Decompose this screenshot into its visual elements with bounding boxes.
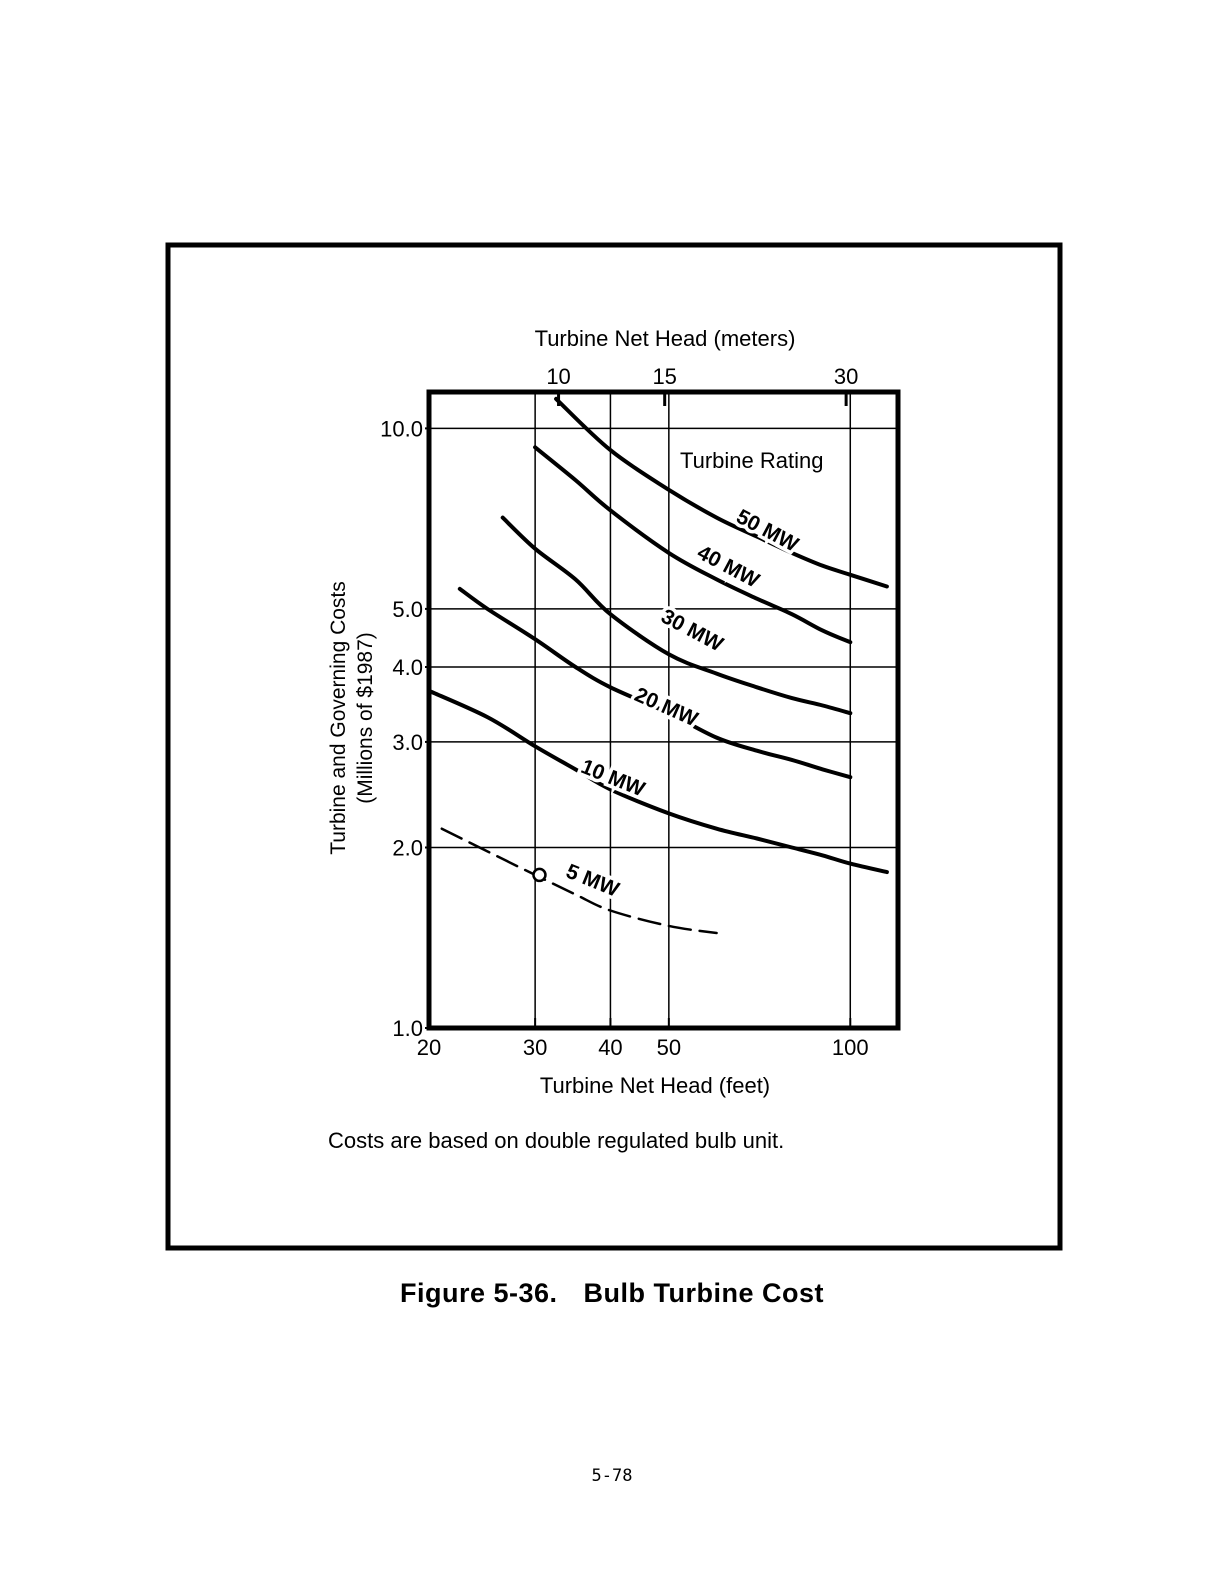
series-label-10-mw: 10 MW: [577, 755, 649, 802]
chart-note: Costs are based on double regulated bulb unit.: [328, 1128, 785, 1153]
y-tick-label: 5.0: [392, 596, 423, 622]
series-layer: [429, 399, 887, 933]
y-tick-label: 3.0: [392, 729, 423, 755]
x-tick-label: 50: [656, 1035, 682, 1060]
series-line-20-mw: [460, 589, 851, 777]
series-label-50-mw: 50 MW: [732, 505, 803, 557]
series-label-40-mw: 40 MW: [693, 540, 763, 593]
x-axis-title: Turbine Net Head (feet): [539, 1073, 771, 1098]
series-label-30-mw: 30 MW: [657, 604, 727, 657]
x-tick-label: 20: [416, 1035, 442, 1060]
data-point-marker: [533, 869, 545, 881]
y-tick-label: 2.0: [392, 835, 423, 861]
y-axis-ticks: [380, 416, 429, 1041]
x-tick-label: 100: [831, 1035, 869, 1060]
series-label-20-mw: 20 MW: [631, 683, 702, 732]
page-number: 5-78: [591, 1466, 633, 1486]
y-tick-label: 10.0: [380, 416, 423, 442]
figure-title: Bulb Turbine Cost: [583, 1278, 825, 1308]
horizontal-gridlines: [429, 428, 898, 847]
x2-tick-label: 30: [833, 364, 859, 389]
x-axis-ticks: [417, 1018, 869, 1060]
x-tick-label: 30: [522, 1035, 548, 1060]
figure-number: Figure 5-36.: [399, 1278, 558, 1308]
y-tick-label: 1.0: [392, 1016, 423, 1041]
legend-title: Turbine Rating: [680, 448, 824, 473]
y-axis-title-line2: (Millions of $1987): [354, 632, 377, 804]
series-label-5-mw: 5 MW: [562, 859, 623, 902]
y-tick-label: 4.0: [392, 655, 423, 681]
series-line-10-mw: [429, 691, 887, 872]
x2-axis-ticks: [546, 364, 858, 406]
x2-tick-label: 15: [652, 364, 677, 389]
x2-axis-title: Turbine Net Head (meters): [534, 326, 796, 351]
y-axis-title-line1: Turbine and Governing Costs: [327, 581, 350, 855]
series-line-40-mw: [535, 447, 850, 642]
x-tick-label: 40: [598, 1035, 623, 1060]
figure-caption: [0, 1278, 1224, 1309]
x2-tick-label: 10: [546, 364, 571, 389]
